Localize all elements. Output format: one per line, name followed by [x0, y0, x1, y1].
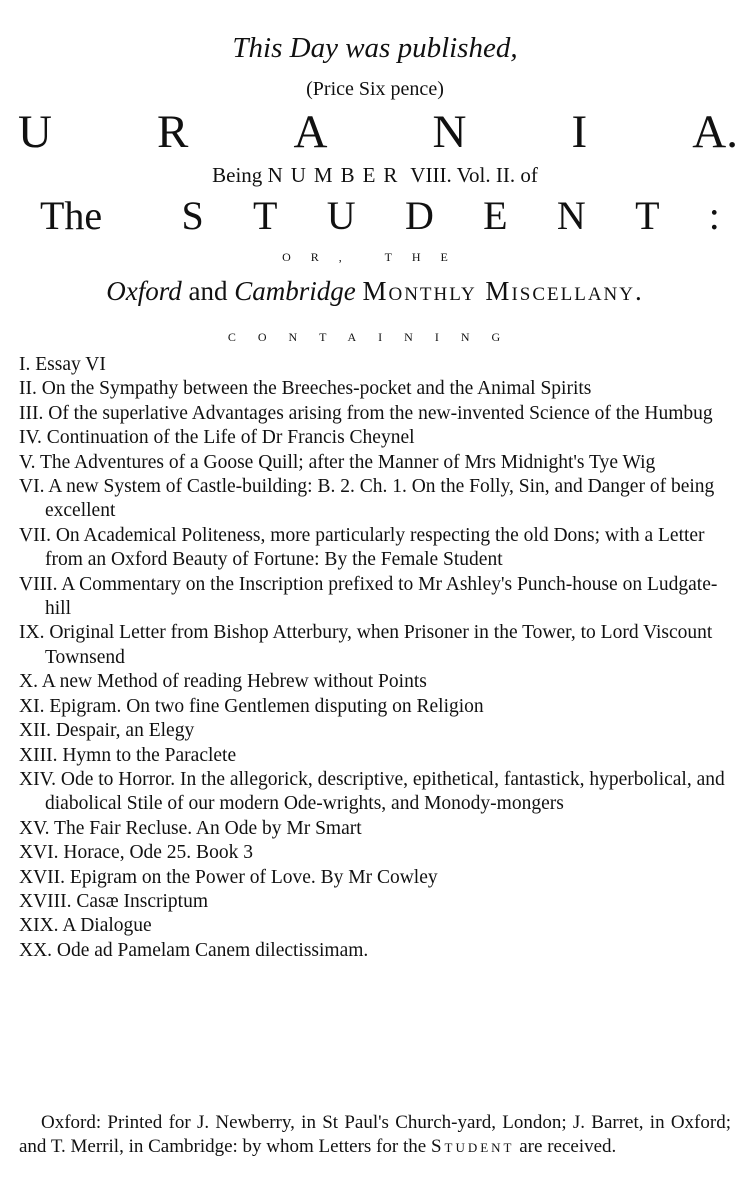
- list-item: XVI. Horace, Ode 25. Book 3: [19, 842, 253, 864]
- student-letter: T: [253, 193, 278, 238]
- oxford-word: Oxford: [106, 276, 182, 306]
- student-letter: E: [483, 193, 508, 238]
- student-letter: T: [635, 193, 660, 238]
- urania-letter: I: [571, 106, 588, 158]
- imprint-end: are received.: [519, 1135, 617, 1157]
- list-item: V. The Adventures of a Goose Quill; after the Manner of Mrs Midnight's Tye Wig: [19, 451, 656, 473]
- list-item: VII. On Academical Politeness, more particularly respecting the old Dons; with a Letter from an Oxford Beauty of Fortune: By the Female Student: [19, 524, 705, 571]
- urania-title: [18, 105, 738, 159]
- urania-letter: U: [18, 106, 52, 158]
- student-letter: S: [181, 193, 204, 238]
- list-item: IV. Continuation of the Life of Dr Francis Cheynel: [19, 427, 415, 449]
- imprint-text: Oxford: Printed for J. Newberry, in St Paul's Church-yard, London; J. Barret, in Oxford; and T. Merril, in Cambridge: by whom Letters for the: [19, 1112, 731, 1157]
- or-the-line: OR, THE: [282, 250, 468, 264]
- miscellany-line: [0, 276, 750, 307]
- list-item: XVII. Epigram on the Power of Love. By Mr Cowley: [19, 866, 438, 888]
- list-item: VIII. A Commentary on the Inscription prefixed to Mr Ashley's Punch-house on Ludgate-hill: [19, 573, 718, 620]
- student-letter: D: [404, 193, 434, 238]
- imprint: [19, 1111, 731, 1158]
- list-item: XI. Epigram. On two fine Gentlemen disputing on Religion: [19, 695, 484, 717]
- number-word: NUMBER: [267, 163, 406, 187]
- list-item: XII. Despair, an Elegy: [19, 720, 195, 742]
- containing-line: CONTAINING: [227, 330, 523, 344]
- student-letter: N: [556, 193, 586, 238]
- list-item: XIX. A Dialogue: [19, 915, 152, 937]
- issue-line: [0, 163, 750, 188]
- cambridge-word: Cambridge: [234, 276, 356, 306]
- student-letter: :: [708, 193, 720, 238]
- urania-letter: A.: [692, 106, 738, 158]
- list-item: XIV. Ode to Horror. In the allegorick, descriptive, epithetical, fantastick, hyperbolical, and diabolical Stile of our modern Ode-wrights, and Monody-mongers: [19, 768, 725, 815]
- student-word: Student: [430, 1135, 515, 1157]
- list-item: VI. A new System of Castle-building: B. 2. Ch. 1. On the Folly, Sin, and Danger of being excellent: [19, 476, 715, 522]
- list-item: XIII. Hymn to the Paraclete: [19, 744, 237, 766]
- list-item: XVIII. Casæ Inscriptum: [19, 890, 209, 912]
- student-title: [40, 192, 720, 239]
- urania-letter: A: [293, 106, 328, 158]
- list-item: X. A new Method of reading Hebrew without Points: [19, 671, 427, 693]
- and-word: and: [188, 276, 228, 306]
- list-item: I. Essay VI: [19, 354, 106, 375]
- miscellany-word: Monthly Miscellany.: [362, 276, 644, 306]
- student-letter: U: [326, 193, 356, 238]
- price-line: (Price Six pence): [306, 78, 444, 100]
- published-line: This Day was published,: [232, 32, 518, 64]
- list-item: XV. The Fair Recluse. An Ode by Mr Smart: [19, 817, 362, 839]
- volume-text: VIII. Vol. II. of: [410, 163, 538, 187]
- being-prefix: Being: [212, 163, 263, 187]
- list-item: IX. Original Letter from Bishop Atterbury, when Prisoner in the Tower, to Lord Viscount Townsend: [19, 622, 713, 668]
- the-word: The: [40, 193, 103, 238]
- list-item: III. Of the superlative Advantages arising from the new-invented Science of the Humbug: [19, 402, 713, 424]
- list-item: II. On the Sympathy between the Breeches-pocket and the Animal Spirits: [19, 378, 592, 400]
- contents-list: [19, 353, 737, 963]
- urania-letter: N: [432, 106, 467, 158]
- urania-letter: R: [157, 106, 189, 158]
- list-item: XX. Ode ad Pamelam Canem dilectissimam.: [19, 939, 369, 961]
